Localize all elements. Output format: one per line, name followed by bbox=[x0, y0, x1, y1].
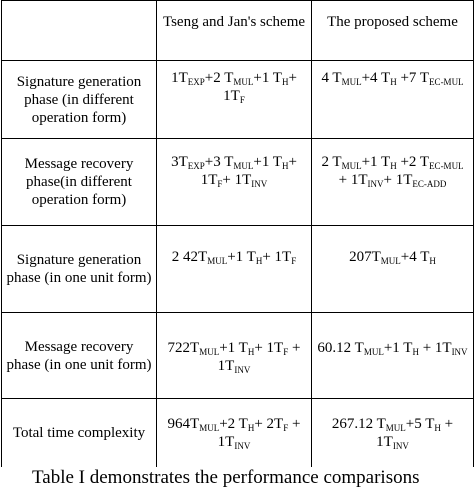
proposed-formula: 60.12 $T_{MUL}+1$ $T_H + 1T_{INV}$ bbox=[317, 340, 468, 357]
tseng-cell bbox=[157, 226, 312, 313]
header-empty-cell bbox=[2, 1, 157, 61]
proposed-formula: 267.12 $T_{MUL}+5$ $T_H + 1T_{INV}$ bbox=[331, 416, 454, 451]
table-row bbox=[2, 139, 474, 226]
row-label: Signature generation phase (in different operation form) bbox=[2, 61, 157, 139]
tseng-formula: $722T_{MUL}+1$ $T_H+ 1T_F + 1T_{INV}$ bbox=[167, 340, 301, 375]
proposed-formula: 4 $T_{MUL}+4$ $T_H +7$ $T_{EC-MUL}$ bbox=[321, 70, 464, 87]
proposed-formula: 2 $T_{MUL}+1$ $T_H +2$ $T_{EC-MUL} + 1T_{INV}+ 1T_{EC-ADD}$ bbox=[321, 154, 464, 189]
tseng-cell bbox=[157, 61, 312, 139]
proposed-cell bbox=[312, 61, 474, 139]
tseng-cell bbox=[157, 139, 312, 226]
row-label: Signature generation phase (in one unit form) bbox=[2, 226, 157, 313]
proposed-cell bbox=[312, 226, 474, 313]
table-row bbox=[2, 399, 474, 467]
tseng-cell bbox=[157, 313, 312, 399]
header-tseng: Tseng and Jan's scheme bbox=[157, 1, 312, 61]
tseng-formula: 2 $42T_{MUL}+1$ $T_H+ 1T_F$ bbox=[171, 249, 297, 266]
tseng-formula: $964T_{MUL}+2$ $T_H+ 2T_F + 1T_{INV}$ bbox=[167, 416, 301, 451]
comparison-table bbox=[1, 0, 474, 467]
row-label: Message recovery phase (in one unit form) bbox=[2, 313, 157, 399]
tseng-formula: $1T_{EXP}+2$ $T_{MUL}+1$ $T_H+ 1T_F$ bbox=[171, 70, 297, 105]
header-proposed: The proposed scheme bbox=[312, 1, 474, 61]
row-label: Message recovery phase(in different operation form) bbox=[2, 139, 157, 226]
proposed-cell bbox=[312, 139, 474, 226]
table-row bbox=[2, 313, 474, 399]
table-row bbox=[2, 61, 474, 139]
table-row bbox=[2, 226, 474, 313]
header-row bbox=[2, 1, 474, 61]
proposed-formula: $207T_{MUL}+4$ $T_H$ bbox=[349, 249, 436, 266]
tseng-cell bbox=[157, 399, 312, 467]
tseng-formula: $3T_{EXP}+3$ $T_{MUL}+1$ $T_H+ 1T_F+ 1T_{INV}$ bbox=[171, 154, 297, 189]
proposed-cell bbox=[312, 313, 474, 399]
body-text-line: Table I demonstrates the performance comparisons bbox=[32, 467, 420, 488]
proposed-cell bbox=[312, 399, 474, 467]
row-label: Total time complexity bbox=[2, 399, 157, 467]
